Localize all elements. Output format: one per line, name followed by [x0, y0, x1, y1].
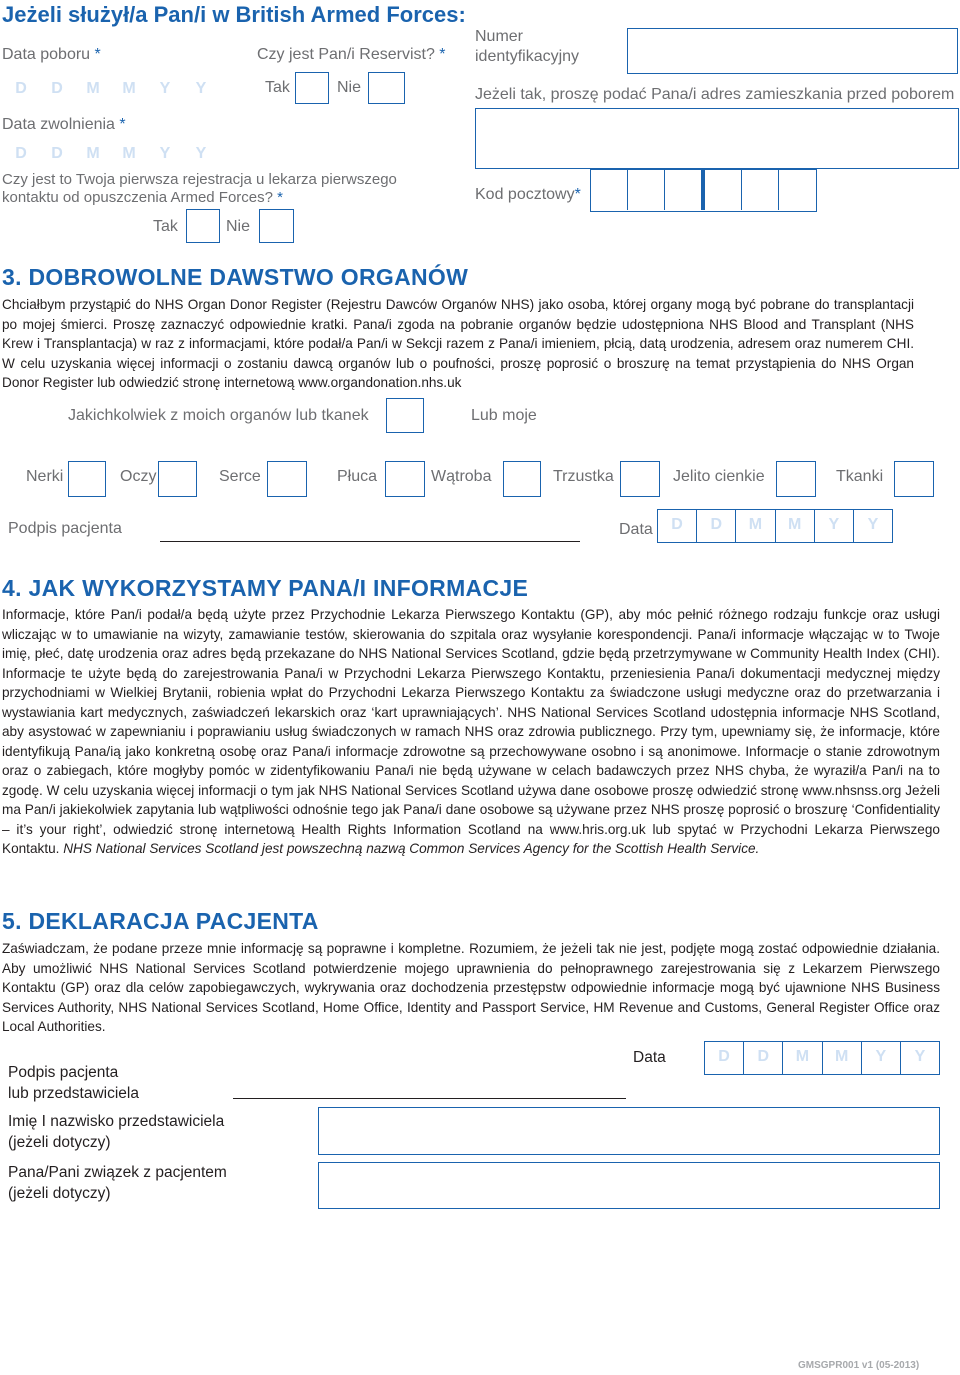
first-registration-question: Czy jest to Twoja pierwsza rejestracja u lekarza pierwszego kontaktu od opuszczenia Armed Forces? * [2, 171, 397, 206]
reservist-yes-label: Tak [265, 79, 290, 96]
form-code: GMSGPR001 v1 (05-2013) [798, 1360, 920, 1371]
organ-signature-label: Podpis pacjenta [8, 520, 122, 537]
organ-label-small-bowel: Jelito cienkie [673, 468, 765, 485]
declaration-heading: 5. DEKLARACJA PACJENTA [2, 908, 319, 934]
first-reg-yes-checkbox[interactable] [186, 209, 220, 243]
previous-address-input[interactable] [475, 108, 959, 169]
declaration-date-input[interactable]: D D M M Y Y [704, 1041, 940, 1075]
organ-checkbox-eyes[interactable] [158, 461, 197, 497]
info-use-paragraph: Informacje, które Pan/i podał/a będą użyte przez Przychodnie Lekarza Pierwszego Kontaktu (GP), aby móc pełnić różnego rodzaju funkcje oraz usługi wliczając w to umawianie na wizyty, zamawianie testów, skierowania do szpitala oraz wysyłanie korespondencji. Pana/i informacje włączając w to Twoje imię, płeć, datę urodzenia oraz adres będą przekazane do NHS National Services Scotland, gdzie będą przetrzymywane w Community Health Index (CHI). Informacje te użyte będą do zarejestrowania Pana/i w Przychodni Lekarza Pierwszego Kontaktu, przeniesienia Pana/i dokumentacji medycznej między przychodniami w Wielkiej Brytanii, robienia wpłat do Przychodni Lekarza Pierwszego Kontaktu za świadczone usługi medyczne oraz do przetwarzania i wystawiania kart medycznych, zaświadczeń lekarskich oraz ‘kart uprawniających’. NHS National Services Scotland udostępnia informacje NHS Scotland, aby asystować w zapewnianiu i poprawianiu usług świadczonych w ramach NHS oraz zdrowia publicznego. Przy tym, upewniamy się, że informacje, które identyfikują Pana/ią jako konkretną osobę oraz Pana/i informacje zdrowotne są przechowywane osobno i są anonimowe. Informacje o stanie zdrowotnym oraz o zabiegach, które mogłyby pomóc w zidentyfikowaniu Pana/i nie będą używane w celach badawczych przez NHS chyba, że wyraził/a Pan/i na to zgodę. W celu uzyskania więcej informacji o tym jak NHS National Services Scotland używa dane osobowe proszę odwiedzić stronę www.nhsnss.org Jeżeli ma Pan/i jakiekolwiek zapytania lub wątpliwości odnośnie tego jak Pana/i dane osobowe są używane przez NHS proszę poprosić o broszurę ‘Confidentiality – it’s your right’, odwiedzić stronę internetową Health Rights Information Scotland na www.hris.org.uk lub spytać w Przychodni Lekarza Pierwszego Kontaktu. NHS National Services Scotland jest powszechną nazwą Common Services Agency for the Scottish Health Service. [2, 607, 940, 856]
declaration-paragraph: Zaświadczam, że podane przeze mnie informację są poprawne i kompletne. Rozumiem, że jeżeli tak nie jest, podjęte mogą zostać odpowiednie działania. Aby umożliwić NHS National Services Scotland potwierdzenie mojego uprawnienia do pełnoprawnego zarejestrowania się z Lekarzem Pierwszego Kontaktu (GP) oraz dla celów zapobiegawczych, wykrywania oraz dochodzenia przestępstw odpowiednie informacje mogą być ujawnione NHS Business Services Authority, NHS National Services Scotland, Home Office, Identity and Passport Service, HM Revenue and Customs, General Register Office oraz Local Authorities. [2, 941, 940, 1034]
organ-donation-paragraph: Chciałbym przystąpić do NHS Organ Donor Register (Rejestru Dawców Organów NHS) jako osoba, której organy mogą być pobrane do transplantacji po mojej śmierci. Proszę zaznaczyć odpowiednie kratki. Pana/i zgoda na pobranie organów będzie udostępniona NHS Blood and Transplant (NHS Krew i Transplantacja) w raz z informacjami, które podał/a Pan/i w Sekcji razem z Pana/i imieniem, płcią, datą urodzenia, adresem oraz numerem CHI. W celu uzyskania więcej informacji o zostaniu dawcą organów lub o poufności, proszę poprosić o broszurę na temat przystąpienia do NHS Organ Donor Register lub odwiedzić stronę internetową www.organdonation.nhs.uk [2, 297, 914, 390]
or-my-label: Lub moje [471, 407, 537, 424]
postcode-label: Kod pocztowy* [475, 186, 581, 203]
organ-checkbox-lungs[interactable] [385, 461, 425, 497]
info-use-heading: 4. JAK WYKORZYSTAMY PANA/I INFORMACJE [2, 575, 529, 601]
address-prompt: Jeżeli tak, proszę podać Pana/i adres zamieszkania przed poborem [475, 86, 955, 103]
discharge-date-input[interactable]: D D M M Y Y [15, 145, 207, 162]
postcode-input[interactable] [590, 169, 817, 212]
organ-signature-line[interactable] [160, 541, 580, 542]
reservist-yes-checkbox[interactable] [295, 72, 329, 104]
organ-checkbox-tissue[interactable] [894, 461, 934, 497]
relation-input[interactable] [318, 1162, 940, 1209]
organ-date-label: Data [619, 521, 653, 538]
organ-label-kidneys: Nerki [26, 468, 64, 485]
organ-checkbox-kidneys[interactable] [68, 461, 106, 497]
first-reg-no-label: Nie [226, 218, 251, 235]
reservist-no-checkbox[interactable] [368, 72, 405, 104]
any-organ-label: Jakichkolwiek z moich organów lub tkanek [68, 407, 369, 424]
first-reg-no-checkbox[interactable] [259, 209, 294, 243]
organ-label-heart: Serce [219, 468, 261, 485]
organ-checkbox-pancreas[interactable] [620, 461, 660, 497]
enlist-date-label: Data poboru * [2, 46, 101, 63]
id-number-input[interactable] [627, 28, 958, 74]
organ-date-input[interactable]: D D M M Y Y [657, 509, 893, 543]
organ-label-pancreas: Trzustka [553, 468, 614, 485]
id-number-label: Numer identyfikacyjny [475, 28, 580, 65]
organ-label-tissue: Tkanki [836, 468, 884, 485]
organ-checkbox-liver[interactable] [503, 461, 541, 497]
organ-label-lungs: Płuca [337, 468, 378, 485]
rep-name-input[interactable] [318, 1107, 940, 1155]
organ-label-liver: Wątroba [431, 468, 492, 485]
organ-donation-heading: 3. DOBROWOLNE DAWSTWO ORGANÓW [2, 264, 469, 290]
relation-label: Pana/Pani związek z pacjentem (jeżeli dotyczy) [8, 1164, 227, 1202]
organ-label-eyes: Oczy [120, 468, 157, 485]
info-use-italic-note: NHS National Services Scotland jest powszechną nazwą Common Services Agency for the Scottish Health Service. [63, 841, 760, 856]
reservist-no-label: Nie [337, 79, 362, 96]
armed-forces-heading: Jeżeli służył/a Pan/i w British Armed Forces: [2, 2, 466, 27]
organ-checkbox-small-bowel[interactable] [776, 461, 816, 497]
enlist-date-input[interactable]: D D M M Y Y [15, 80, 207, 97]
declaration-signature-label: Podpis pacjenta lub przedstawiciela [8, 1064, 139, 1102]
first-reg-yes-label: Tak [153, 218, 178, 235]
discharge-date-label: Data zwolnienia * [2, 116, 126, 133]
any-organ-checkbox[interactable] [386, 398, 424, 433]
rep-name-label: Imię I nazwisko przedstawiciela (jeżeli dotyczy) [8, 1113, 225, 1151]
declaration-date-label: Data [633, 1049, 666, 1066]
declaration-signature-line[interactable] [233, 1098, 626, 1099]
reservist-label: Czy jest Pan/i Reservist? * [257, 46, 446, 63]
organ-checkbox-heart[interactable] [267, 461, 307, 497]
